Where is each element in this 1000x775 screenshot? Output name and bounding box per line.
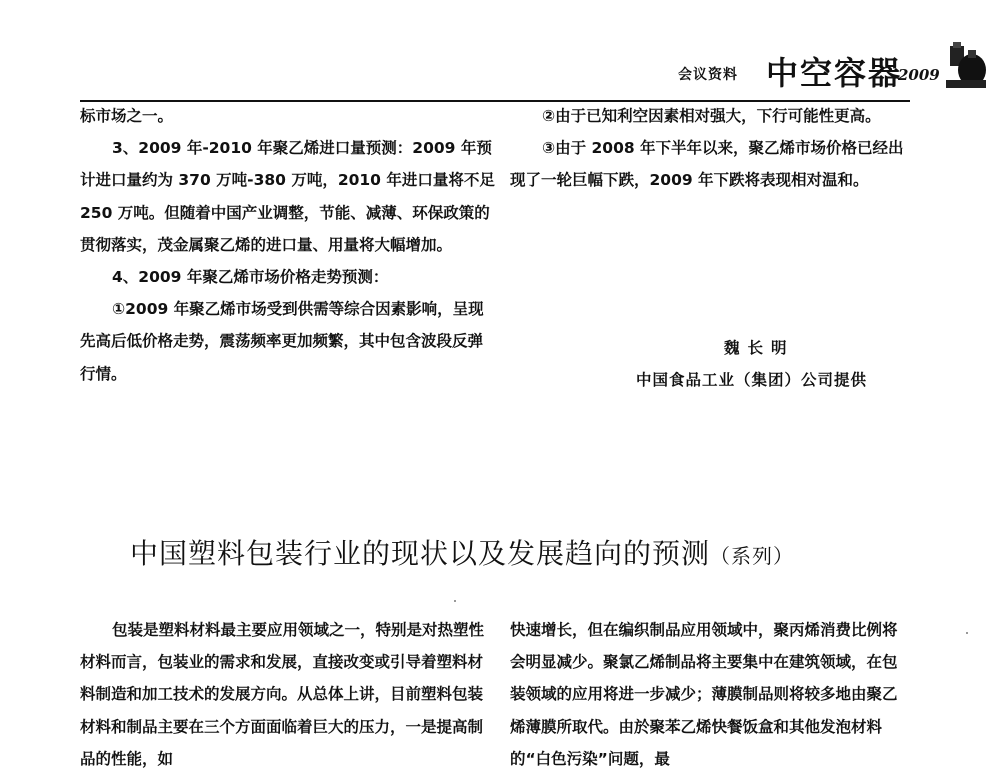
- page-header: [80, 40, 940, 102]
- header-year: 2009: [898, 66, 940, 84]
- top-right-column: [510, 100, 910, 197]
- author-organization: 中国食品工业（集团）公司提供: [636, 371, 868, 389]
- paragraph: 4、2009 年聚乙烯市场价格走势预测：: [112, 268, 389, 287]
- paragraph: ②由于已知利空因素相对强大，下行可能性更高。: [542, 107, 881, 125]
- top-left-column: [80, 100, 495, 390]
- header-label-small: 会议资料: [678, 67, 738, 83]
- paragraph: ③由于 2008 年下半年以来，聚乙烯市场价格已经出现了一轮巨幅下跌，2009 年下跌将表现相对温和。: [510, 139, 904, 190]
- speck: [966, 632, 968, 634]
- bottle-logo-icon: [942, 40, 988, 90]
- article-right-column: [510, 614, 910, 775]
- header-label-big: 中空容器: [766, 54, 903, 92]
- speck: [454, 600, 456, 602]
- author-name: 魏长明: [724, 339, 795, 357]
- paragraph: 包装是塑料材料最主要应用领域之一，特别是对热塑性材料而言，包装业的需求和发展，直接改变或引导着塑料材料制造和加工技术的发展方向。从总体上讲，目前塑料包装材料和制品主要在三个方面面临着巨大的压力，一是提高制品的性能，如: [80, 621, 485, 768]
- paragraph: 标市场之一。: [80, 107, 174, 125]
- article-left-column: [80, 614, 495, 775]
- article-series-label: （系列）: [710, 544, 795, 568]
- article-title: [130, 532, 794, 572]
- paragraph: ①2009 年聚乙烯市场受到供需等综合因素影响，呈现先高后低价格走势，震荡频率更加频繁，其中包含波段反弹行情。: [80, 300, 484, 383]
- article-title-text: 中国塑料包装行业的现状以及发展趋向的预测: [130, 537, 711, 570]
- paragraph: 3、2009 年-2010 年聚乙烯进口量预测：2009 年预计进口量约为 370 万吨-380 万吨，2010 年进口量将不足 250 万吨。但随着中国产业调整，节能、减薄、环保政策的贯彻落实，茂金属聚乙烯的进口量、用量将大幅增加。: [80, 139, 495, 254]
- paragraph: 快速增长，但在编织制品应用领域中，聚丙烯消费比例将会明显减少。聚氯乙烯制品将主要集中在建筑领域，在包装领域的应用将进一步减少；薄膜制品则将较多地由聚乙烯薄膜所取代。由於聚苯乙烯快餐饭盒和其他发泡材料的“白色污染”问题，最: [510, 621, 898, 768]
